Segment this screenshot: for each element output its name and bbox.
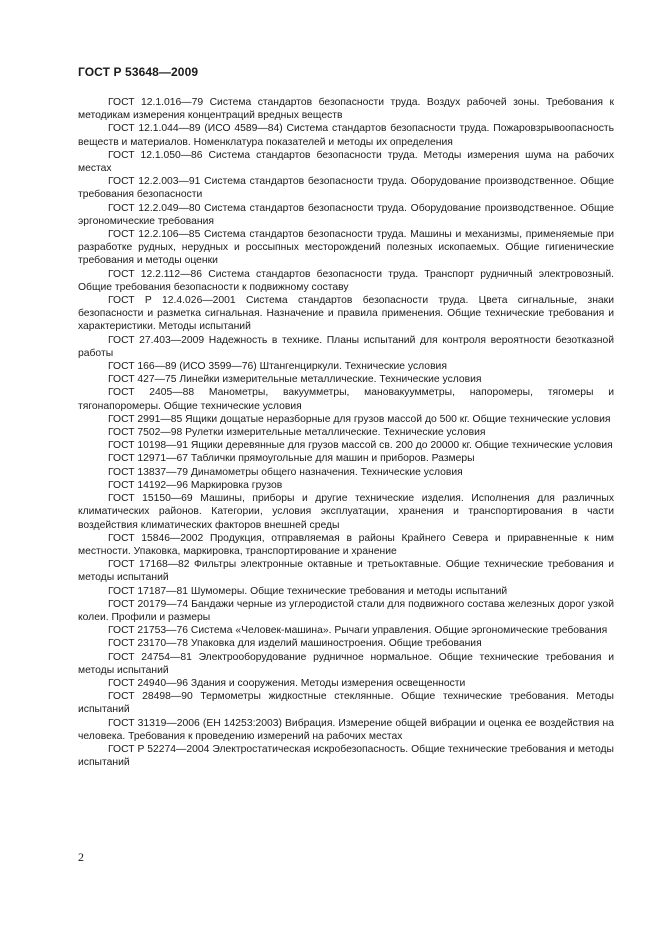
reference-item: ГОСТ 15846—2002 Продукция, отправляемая в районы Крайнего Севера и приравненные к ним местности. Упаковка, маркировка, транспортирование и хранение bbox=[78, 532, 614, 557]
reference-item: ГОСТ 12.2.106—85 Система стандартов безопасности труда. Машины и механизмы, применяемые при разработке рудных, нерудных и россыпных месторождений полезных ископаемых. Общие гигиенические требования и методы оценки bbox=[78, 229, 614, 267]
reference-item: ГОСТ 12.1.016—79 Система стандартов безопасности труда. Воздух рабочей зоны. Требования к методикам измерения концентраций вредных веществ bbox=[78, 97, 614, 122]
reference-item: ГОСТ 12.1.050—86 Система стандартов безопасности труда. Методы измерения шума на рабочих местах bbox=[78, 149, 614, 175]
reference-item: ГОСТ 12971—67 Таблички прямоугольные для машин и приборов. Размеры bbox=[108, 453, 475, 465]
reference-item: ГОСТ 21753—76 Система «Человек-машина». Рычаги управления. Общие эргономические требования bbox=[108, 625, 608, 637]
reference-item: ГОСТ 27.403—2009 Надежность в технике. Планы испытаний для контроля вероятности безотказной работы bbox=[78, 334, 614, 359]
reference-item: ГОСТ 12.2.049—80 Система стандартов безопасности труда. Оборудование производственное. Общие эргономические требования bbox=[78, 202, 614, 227]
reference-item: ГОСТ Р 12.4.026—2001 Система стандартов безопасности труда. Цвета сигнальные, знаки безопасности и разметка сигнальная. Назначение и правила применения. Общие технические требования и характеристики. Методы испытаний bbox=[78, 295, 614, 333]
reference-item: ГОСТ 20179—74 Бандажи черные из углеродистой стали для подвижного состава железных дорог узкой колеи. Профили и размеры bbox=[78, 598, 614, 623]
normative-references-list bbox=[78, 96, 614, 769]
reference-item: ГОСТ 28498—90 Термометры жидкостные стеклянные. Общие технические требования. Методы испытаний bbox=[78, 691, 614, 716]
reference-item: ГОСТ 166—89 (ИСО 3599—76) Штангенциркули. Технические условия bbox=[108, 361, 447, 373]
reference-item: ГОСТ 24754—81 Электрооборудование рудничное нормальное. Общие технические требования и методы испытаний bbox=[78, 651, 614, 676]
reference-item: ГОСТ 23170—78 Упаковка для изделий машиностроения. Общие требования bbox=[108, 638, 482, 650]
page-number: 2 bbox=[78, 850, 84, 864]
reference-item: ГОСТ 427—75 Линейки измерительные металлические. Технические условия bbox=[108, 374, 482, 386]
reference-item: ГОСТ 12.2.003—91 Система стандартов безопасности труда. Оборудование производственное. Общие требования безопасности bbox=[78, 176, 614, 201]
reference-item: ГОСТ 10198—91 Ящики деревянные для грузов массой св. 200 до 20000 кг. Общие технические условия bbox=[108, 440, 613, 452]
reference-item: ГОСТ 17168—82 Фильтры электронные октавные и третьоктавные. Общие технические требования и методы испытаний bbox=[78, 559, 614, 584]
reference-item: ГОСТ 2991—85 Ящики дощатые неразборные для грузов массой до 500 кг. Общие технические условия bbox=[108, 413, 611, 425]
reference-item: ГОСТ 31319—2006 (ЕН 14253:2003) Вибрация. Измерение общей вибрации и оценка ее воздействия на человека. Требования к проведению измерений на рабочих местах bbox=[78, 717, 614, 742]
reference-item: ГОСТ 2405—88 Манометры, вакуумметры, мановакуумметры, напоромеры, тягомеры и тягонапоромеры. Общие технические условия bbox=[78, 387, 614, 412]
reference-item: ГОСТ 24940—96 Здания и сооружения. Методы измерения освещенности bbox=[108, 677, 466, 689]
reference-item: ГОСТ 17187—81 Шумомеры. Общие технические требования и методы испытаний bbox=[108, 585, 508, 597]
document-header: ГОСТ Р 53648—2009 bbox=[78, 65, 199, 79]
reference-item: ГОСТ 15150—69 Машины, приборы и другие технические изделия. Исполнения для различных климатических районов. Категории, условия эксплуатации, хранения и транспортирования в части воздействия климатических факторов внешней среды bbox=[78, 493, 614, 531]
reference-item: ГОСТ 14192—96 Маркировка грузов bbox=[108, 479, 283, 491]
reference-item: ГОСТ 12.1.044—89 (ИСО 4589—84) Система стандартов безопасности труда. Пожаровзрывоопасность веществ и материалов. Номенклатура показателей и методы их определения bbox=[78, 123, 614, 148]
reference-item: ГОСТ 13837—79 Динамометры общего назначения. Технические условия bbox=[108, 466, 463, 478]
reference-item: ГОСТ Р 52274—2004 Электростатическая искробезопасность. Общие технические требования и методы испытаний bbox=[78, 743, 614, 769]
reference-item: ГОСТ 7502—98 Рулетки измерительные металлические. Технические условия bbox=[108, 427, 486, 439]
reference-item: ГОСТ 12.2.112—86 Система стандартов безопасности труда. Транспорт рудничный электровозный. Общие требования безопасности к подвижному составу bbox=[78, 268, 614, 293]
